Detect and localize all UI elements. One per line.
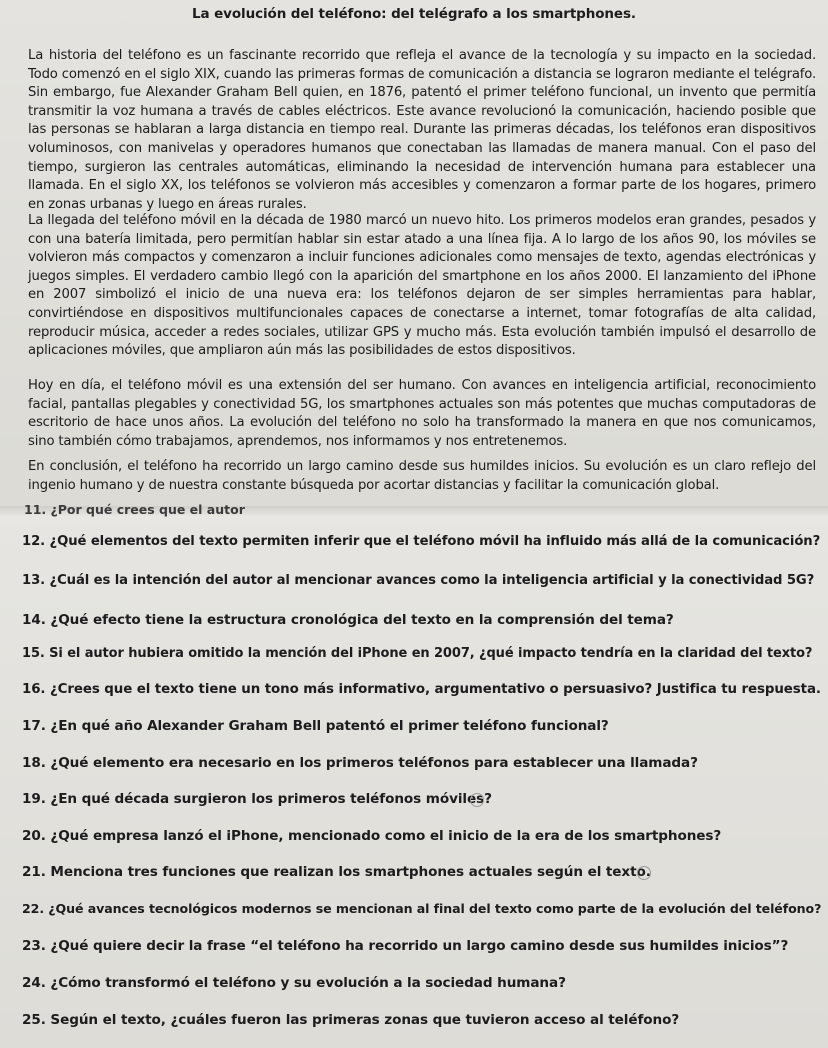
question-24: 24. ¿Cómo transformó el teléfono y su evolución a la sociedad humana? bbox=[22, 975, 566, 991]
paragraph-conclusion: En conclusión, el teléfono ha recorrido un largo camino desde sus humildes inicios. Su evolución es un claro reflejo del ingenio humano y de nuestra constante búsqueda por acortar distancias y facilitar la comunicación global. bbox=[28, 459, 816, 493]
question-21: 21. Menciona tres funciones que realizan los smartphones actuales según el texto. bbox=[22, 864, 651, 880]
question-sheet bbox=[0, 524, 828, 1048]
paragraph-mobile: La llegada del teléfono móvil en la década de 1980 marcó un nuevo hito. Los primeros modelos eran grandes, pesados y con una batería limitada, pero permitían hablar sin estar atado a una línea fija. A lo largo de los años 90, los móviles se volvieron más compactos y comenzaron a incluir funciones adicionales como mensajes de texto, agendas electrónicas y juegos simples. El verdadero cambio llegó con la aparición del smartphone en los años 2000. El lanzamiento del iPhone en 2007 simbolizó el inicio de una nueva era: los teléfonos dejaron de ser simples herramientas para hablar, convirtiéndose en dispositivos multifuncionales capaces de conectarse a internet, tomar fotografías de alta calidad, reproducir música, acceder a redes sociales, utilizar GPS y mucho más. Esta evolución también impulsó el desarrollo de aplicaciones móviles, que ampliaron aún más las posibilidades de estos dispositivos. bbox=[28, 213, 816, 359]
question-22: 22. ¿Qué avances tecnológicos modernos se mencionan al final del texto como parte de la evolución del teléfono? bbox=[22, 901, 822, 916]
question-16: 16. ¿Crees que el texto tiene un tono más informativo, argumentativo o persuasivo? Justifica tu respuesta. bbox=[22, 682, 821, 697]
question-13: 13. ¿Cuál es la intención del autor al mencionar avances como la inteligencia artificial y la conectividad 5G? bbox=[22, 573, 815, 588]
question-14: 14. ¿Qué efecto tiene la estructura cronológica del texto en la comprensión del tema? bbox=[22, 612, 674, 628]
paragraph-today: Hoy en día, el teléfono móvil es una extensión del ser humano. Con avances en inteligencia artificial, reconocimiento facial, pantallas plegables y conectividad 5G, los smartphones actuales son más potentes que muchas computadoras de escritorio de hace unos años. La evolución del teléfono no solo ha transformado la manera en que nos comunicamos, sino también cómo trabajamos, aprendemos, nos informamos y nos entretenemos. bbox=[28, 378, 816, 449]
question-15: 15. Si el autor hubiera omitido la mención del iPhone en 2007, ¿qué impacto tendría en la claridad del texto? bbox=[22, 646, 813, 661]
paragraph-history: La historia del teléfono es un fascinante recorrido que refleja el avance de la tecnología y su impacto en la sociedad. Todo comenzó en el siglo XIX, cuando las primeras formas de comunicación a distancia se lograron mediante el telégrafo. Sin embargo, fue Alexander Graham Bell quien, en 1876, patentó el primer teléfono funcional, un invento que permitía transmitir la voz humana a través de cables eléctricos. Este avance revolucionó la comunicación, haciendo posible que las personas se hablaran a larga distancia en tiempo real. Durante las primeras décadas, los teléfonos eran dispositivos voluminosos, con manivelas y operadores humanos que conectaban las llamadas de manera manual. Con el paso del tiempo, surgieron las centrales automáticas, eliminando la necesidad de intervención humana para establecer una llamada. En el siglo XX, los teléfonos se volvieron más accesibles y comenzaron a formar parte de los hogares, primero en zonas urbanas y luego en áreas rurales. bbox=[28, 48, 816, 212]
pencil-circle-mark-icon bbox=[637, 866, 651, 880]
question-11-partial: 11. ¿Por qué crees que el autor bbox=[24, 502, 245, 517]
question-25: 25. Según el texto, ¿cuáles fueron las primeras zonas que tuvieron acceso al teléfono? bbox=[22, 1012, 680, 1028]
question-12: 12. ¿Qué elementos del texto permiten inferir que el teléfono móvil ha influido más allá de la comunicación? bbox=[22, 534, 821, 549]
document-title: La evolución del teléfono: del telégrafo a los smartphones. bbox=[192, 6, 636, 22]
question-23: 23. ¿Qué quiere decir la frase “el teléfono ha recorrido un largo camino desde sus humildes inicios”? bbox=[22, 938, 789, 954]
question-20: 20. ¿Qué empresa lanzó el iPhone, mencionado como el inicio de la era de los smartphones? bbox=[22, 828, 722, 844]
pencil-circle-mark-icon bbox=[470, 793, 484, 807]
question-19: 19. ¿En qué década surgieron los primeros teléfonos móviles? bbox=[22, 791, 492, 807]
question-18: 18. ¿Qué elemento era necesario en los primeros teléfonos para establecer una llamada? bbox=[22, 755, 698, 771]
question-17: 17. ¿En qué año Alexander Graham Bell patentó el primer teléfono funcional? bbox=[22, 718, 609, 734]
